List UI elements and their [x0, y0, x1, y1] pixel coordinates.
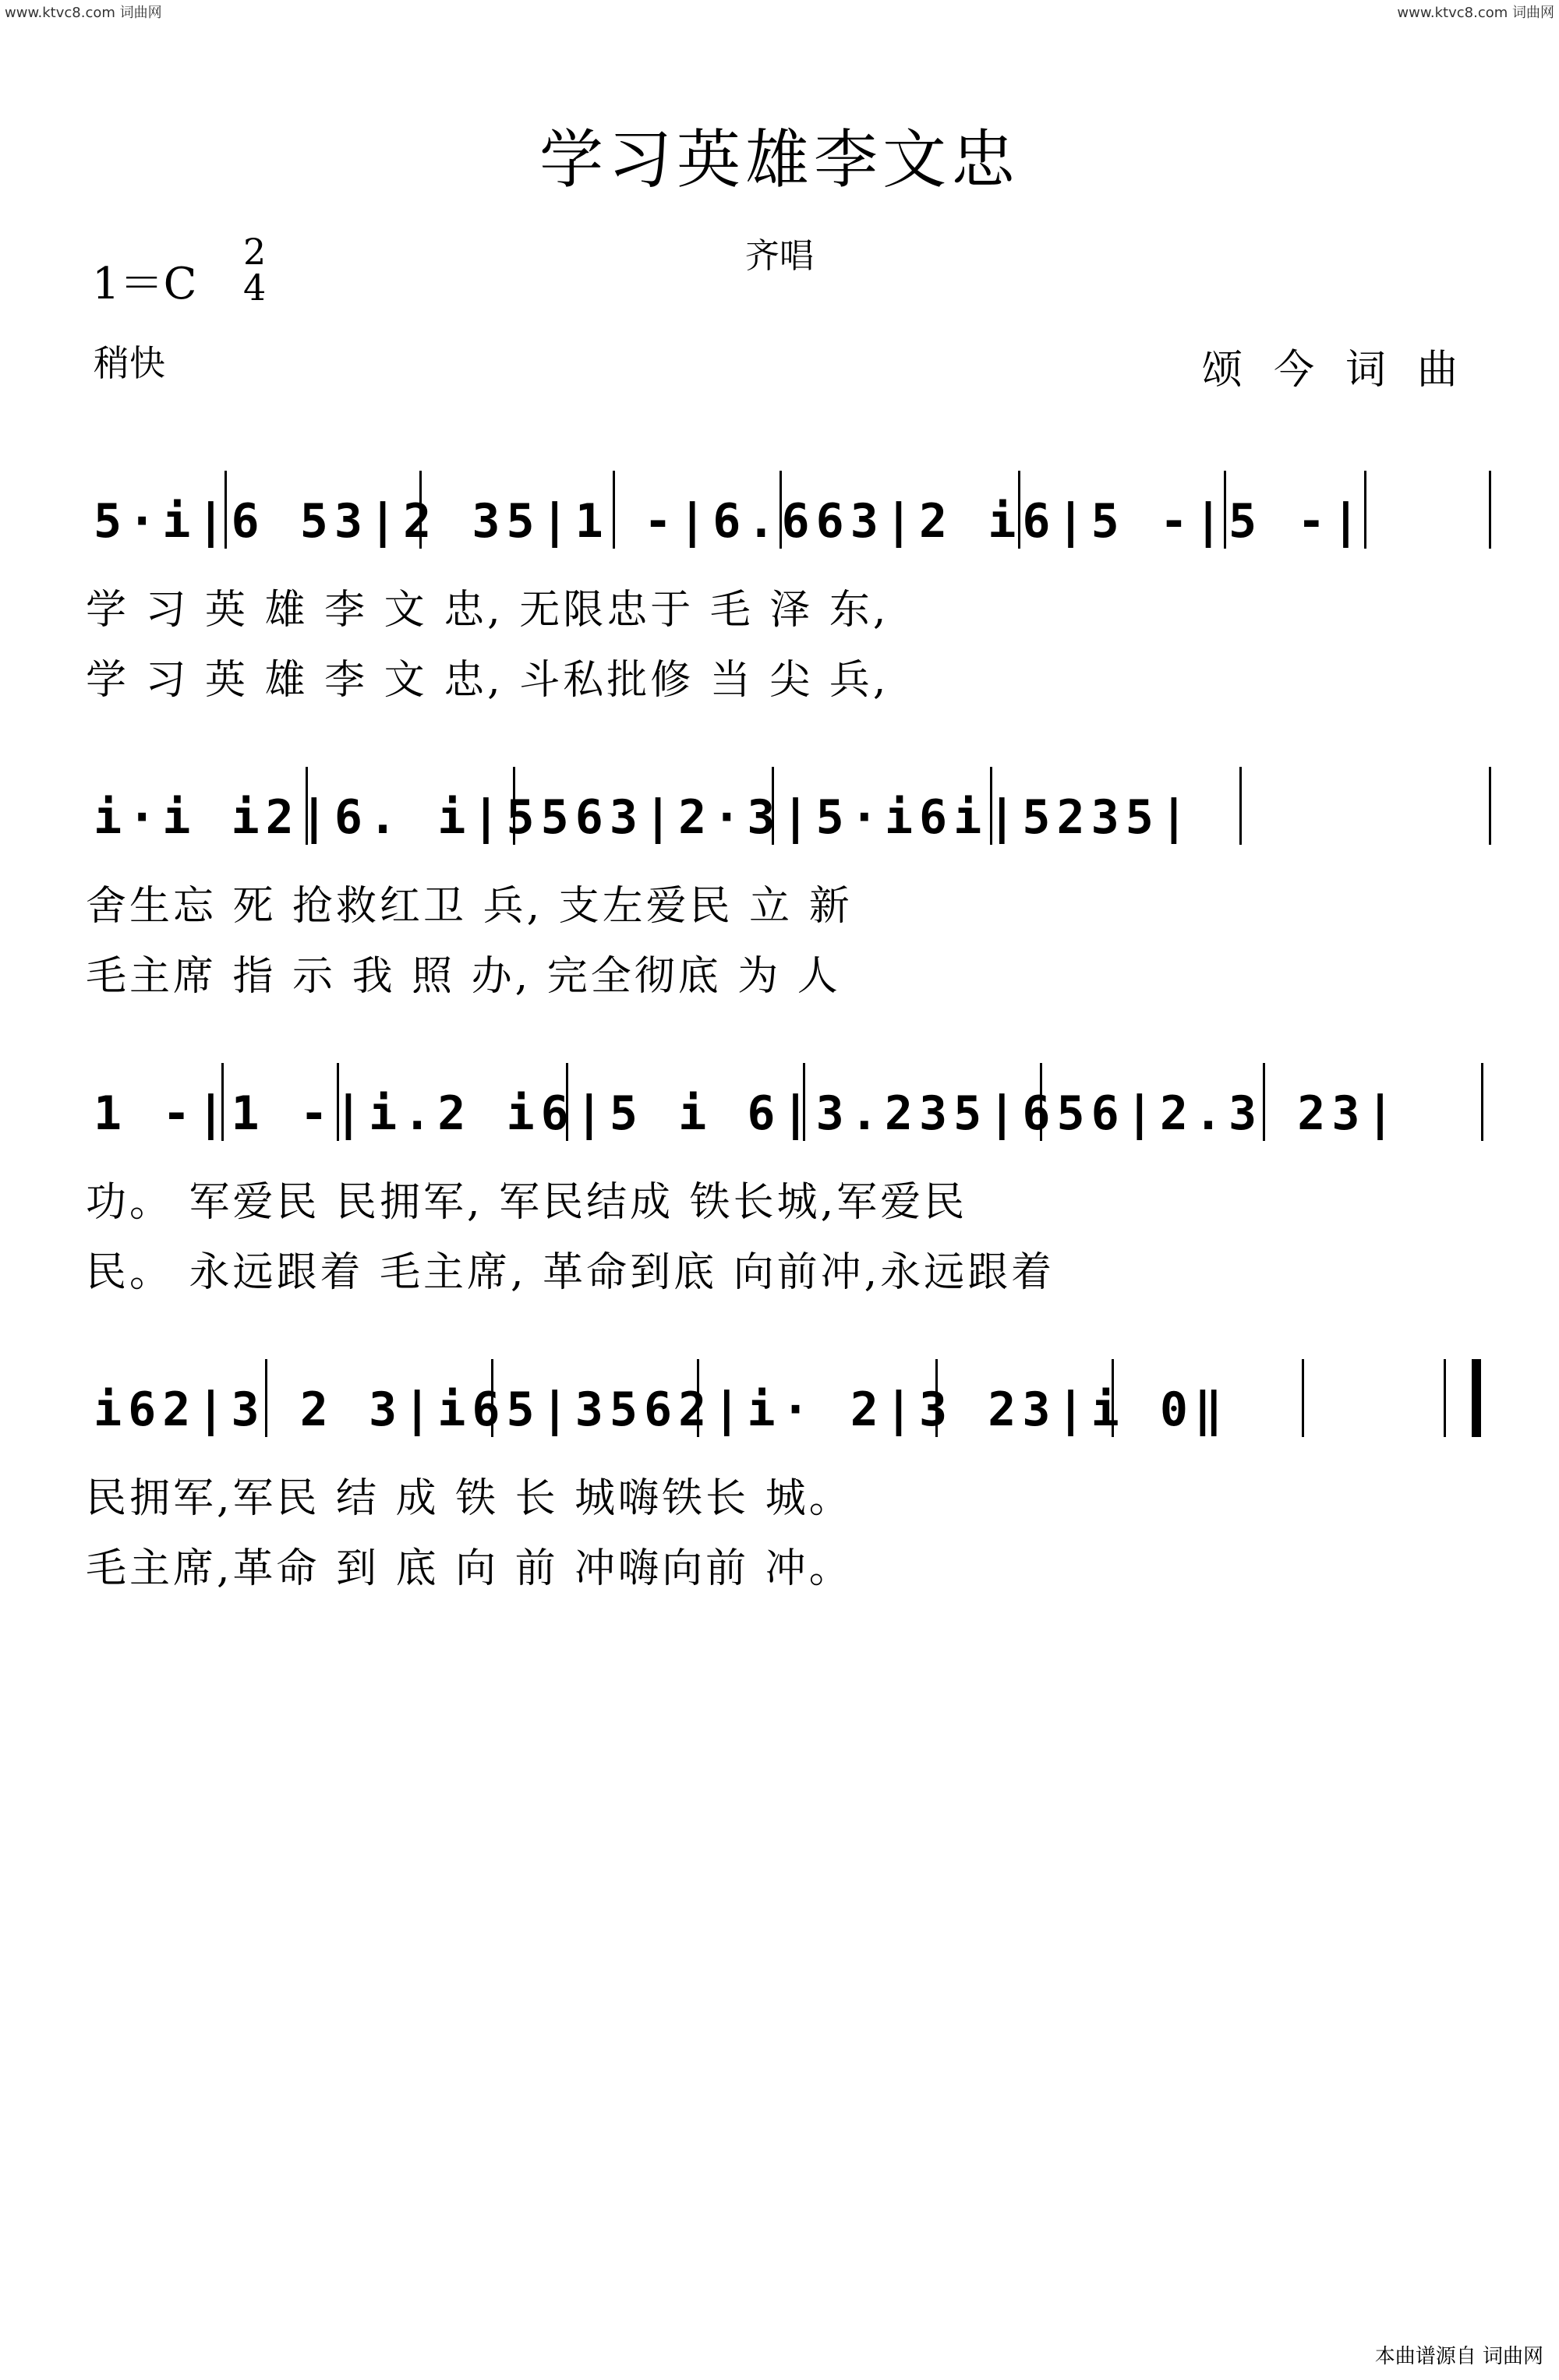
lyrics-verse-1: 民拥军,军民 结 成 铁 长 城嗨铁长 城。	[86, 1475, 853, 1522]
tempo-marking: 稍快	[94, 342, 165, 384]
lyrics-verse-1: 学 习 英 雄 李 文 忠, 无限忠于 毛 泽 东,	[86, 587, 889, 634]
notation-line-2: i·i i2|6. i|5563|2·3|5·i6i|5235|	[94, 790, 1194, 845]
time-numerator: 2	[243, 231, 267, 273]
lyrics-verse-2: 学 习 英 雄 李 文 忠, 斗私批修 当 尖 兵,	[86, 657, 889, 704]
lyrics-verse-1: 舍生忘 死 抢救红卫 兵, 支左爱民 立 新	[86, 883, 853, 930]
lyrics-verse-2: 毛主席,革命 到 底 向 前 冲嗨向前 冲。	[86, 1545, 853, 1592]
notation-line-3: 1 -|1 -|i.2 i6|5 i 6|3.235|656|2.3 23|	[94, 1086, 1401, 1141]
lyrics-verse-2: 毛主席 指 示 我 照 办, 完全彻底 为 人	[86, 953, 841, 1000]
final-barline	[1472, 1359, 1481, 1437]
time-denominator: 4	[243, 267, 267, 309]
source-footer: 本曲谱源自 词曲网	[1374, 2345, 1543, 2368]
notation-line-4: i62|3 2 3|i65|3562|i· 2|3 23|i 0‖	[94, 1382, 1229, 1437]
author-credit: 颂今词曲	[1201, 347, 1489, 394]
lyrics-verse-1: 功。 军爱民 民拥军, 军民结成 铁长城,军爱民	[86, 1179, 968, 1226]
song-title: 学习英雄李文忠	[539, 123, 1020, 197]
site-watermark-right: www.ktvc8.com 词曲网	[1397, 5, 1554, 21]
time-signature	[243, 231, 267, 309]
site-watermark-left: www.ktvc8.com 词曲网	[5, 5, 162, 21]
performance-type: 齐唱	[745, 236, 814, 276]
notation-line-1: 5·i|6 53|2 35|1 -|6.663|2 i6|5 -|5 -|	[94, 494, 1366, 549]
key-signature: 1＝C	[92, 259, 197, 309]
lyrics-verse-2: 民。 永远跟着 毛主席, 革命到底 向前冲,永远跟着	[86, 1249, 1055, 1296]
